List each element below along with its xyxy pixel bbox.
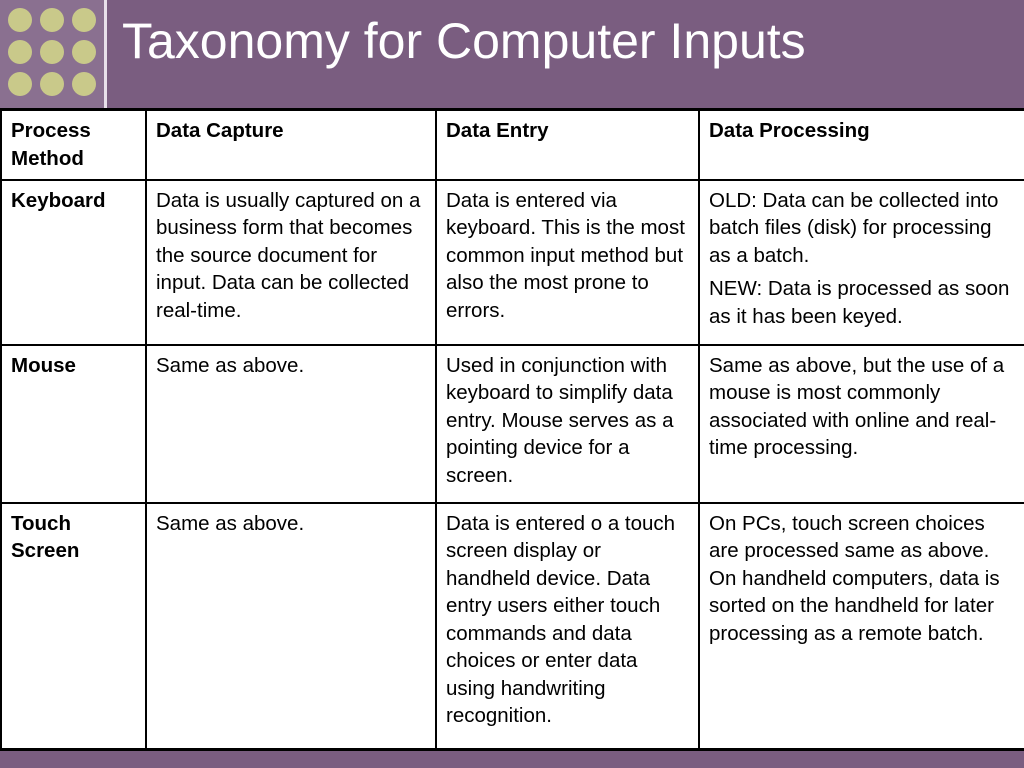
table-container — [0, 108, 1024, 751]
cell-data-processing — [699, 503, 1024, 750]
decorative-dot — [72, 40, 96, 64]
decorative-dot — [72, 72, 96, 96]
cell-text: Data is entered o a touch screen display or handheld device. Data entry users either touch commands and data choices or enter data using handwriting recognition. — [446, 511, 676, 727]
slide-header — [0, 0, 1024, 108]
column-header-data-processing: Data Processing — [699, 110, 1024, 180]
cell-text: Data is entered via keyboard. This is the most common input method but also the most prone to errors. — [446, 188, 685, 322]
decorative-dot — [40, 8, 64, 32]
column-header-data-entry: Data Entry — [436, 110, 699, 180]
cell-data-capture — [146, 503, 436, 750]
cell-text: Used in conjunction with keyboard to simplify data entry. Mouse serves as a pointing device for a screen. — [446, 353, 674, 487]
cell-text: Same as above. — [156, 511, 305, 535]
row-header-touch-screen: Touch Screen — [1, 503, 146, 750]
cell-text: On PCs, touch screen choices are processed same as above. On handheld computers, data is sorted on the handheld for later processing as a remote batch. — [709, 511, 1000, 645]
table-row — [1, 345, 1024, 503]
decorative-dots-panel — [0, 0, 104, 108]
row-header-mouse: Mouse — [1, 345, 146, 503]
decorative-dot — [40, 72, 64, 96]
decorative-dot — [8, 40, 32, 64]
cell-data-entry — [436, 180, 699, 345]
decorative-dot — [8, 8, 32, 32]
row-header-keyboard: Keyboard — [1, 180, 146, 345]
cell-data-processing — [699, 180, 1024, 345]
cell-text-old: OLD: Data can be collected into batch files (disk) for processing as a batch. — [709, 188, 999, 267]
cell-data-entry — [436, 503, 699, 750]
column-header-process-method: Process Method — [1, 110, 146, 180]
slide-title: Taxonomy for Computer Inputs — [122, 13, 806, 69]
decorative-dot — [8, 72, 32, 96]
cell-data-capture — [146, 180, 436, 345]
table-row — [1, 180, 1024, 345]
decorative-dot — [72, 8, 96, 32]
bottom-band — [0, 751, 1024, 768]
cell-text: Same as above, but the use of a mouse is most commonly associated with online and real-time processing. — [709, 353, 1005, 459]
cell-text: Same as above. — [156, 353, 305, 377]
cell-data-entry — [436, 345, 699, 503]
decorative-dot — [40, 40, 64, 64]
cell-text-new: NEW: Data is processed as soon as it has been keyed. — [709, 277, 1010, 328]
header-divider — [104, 0, 107, 108]
table-row — [1, 503, 1024, 750]
taxonomy-table — [0, 108, 1024, 751]
cell-data-capture — [146, 345, 436, 503]
column-header-data-capture: Data Capture — [146, 110, 436, 180]
cell-text: Data is usually captured on a business form that becomes the source document for input. Data can be collected real-time. — [156, 188, 421, 322]
cell-data-processing — [699, 345, 1024, 503]
table-header-row — [1, 110, 1024, 180]
